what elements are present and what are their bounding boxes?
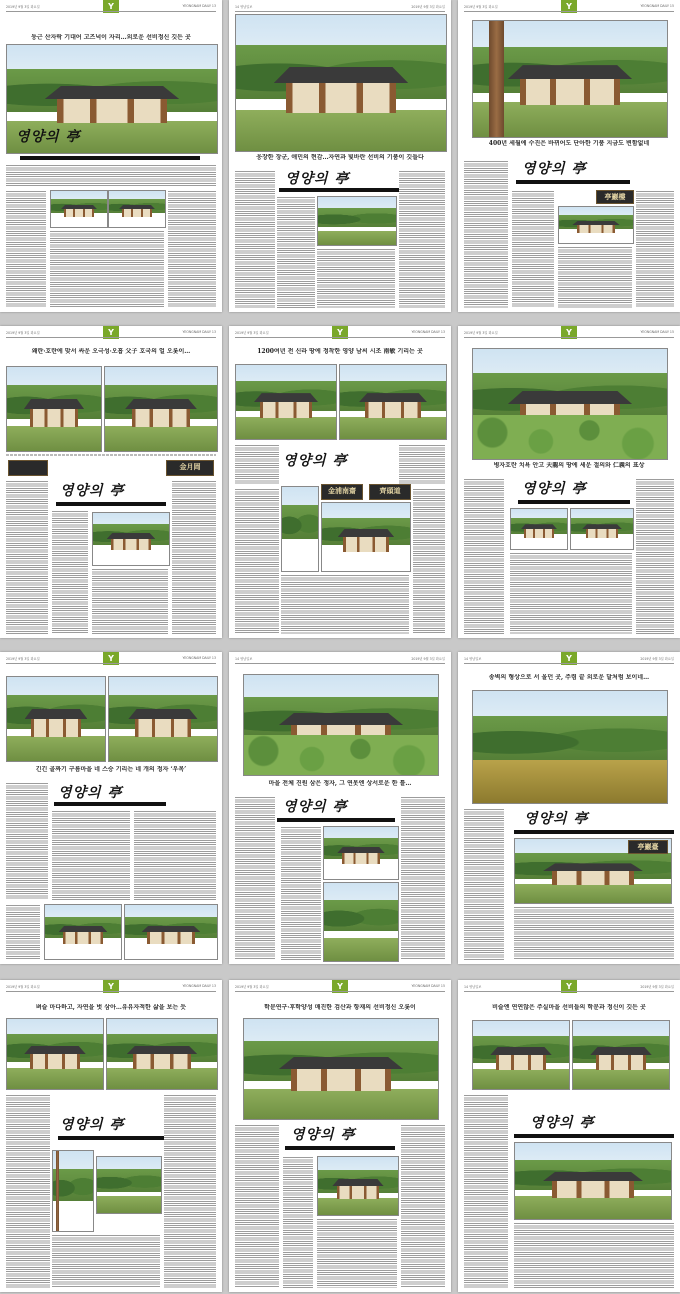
header-rule <box>464 991 674 992</box>
article-photo <box>570 508 634 550</box>
newspaper-page-8 <box>229 652 451 964</box>
title-bar <box>54 802 166 806</box>
newspaper-page-3 <box>458 0 680 312</box>
main-photo <box>235 364 337 440</box>
series-title: 영양의 亭 <box>60 483 125 499</box>
series-title: 영양의 亭 <box>291 1127 356 1143</box>
article-text <box>283 1156 313 1288</box>
article-text <box>401 796 445 960</box>
page-date: 14 영남일보 <box>235 5 253 9</box>
page-date: 2019년 9월 3일 화요일 <box>235 331 269 335</box>
main-photo <box>472 20 668 138</box>
article-text <box>399 170 445 308</box>
header-rule <box>464 337 674 338</box>
article-text <box>164 1094 216 1288</box>
article-text <box>6 480 48 634</box>
newspaper-page-12 <box>458 980 680 1292</box>
page-date: 14 영남일보 <box>235 657 253 661</box>
newspaper-page-9 <box>458 652 680 964</box>
series-title: 영양의 亭 <box>60 1117 125 1133</box>
headline: 긴긴 골짜기 구름마을 네 스승 기리는 네 개의 정자 ‘우목’ <box>35 766 187 773</box>
header-rule <box>6 991 216 992</box>
article-text <box>235 488 279 634</box>
series-title: 영양의 亭 <box>283 453 348 469</box>
main-photo <box>106 1018 218 1090</box>
article-text <box>6 190 46 308</box>
title-bar <box>516 180 630 184</box>
page-number: YEONGNAM DAILY 15 <box>640 4 674 8</box>
main-photo <box>6 366 102 452</box>
page-date: 14 영남일보 <box>464 985 482 989</box>
article-text <box>134 810 216 900</box>
series-title: 영양의 亭 <box>58 785 123 801</box>
article-photo <box>124 904 218 960</box>
series-title: 영양의 亭 <box>285 171 350 187</box>
article-text <box>235 170 275 308</box>
article-text <box>401 1124 445 1288</box>
article-photo <box>317 1156 399 1216</box>
section-tab: Y <box>332 326 348 339</box>
main-photo <box>572 1020 670 1090</box>
article-text <box>464 160 508 308</box>
newspaper-page-11 <box>229 980 451 1292</box>
header-rule <box>235 11 445 12</box>
headline: 마을 전체 진원 삼은 정자, 그 연못엔 상서로운 한 틀… <box>268 780 412 787</box>
page-number: 2019년 9월 3일 화요일 <box>640 985 674 989</box>
article-text <box>235 444 279 484</box>
article-text <box>558 246 632 308</box>
page-date: 2019년 9월 3일 화요일 <box>6 5 40 9</box>
section-tab: Y <box>561 652 577 665</box>
series-title: 영양의 亭 <box>530 1115 595 1131</box>
article-text <box>6 904 40 960</box>
page-number: YEONGNAM DAILY 15 <box>411 984 445 988</box>
page-number: 2019년 9월 3일 화요일 <box>411 657 445 661</box>
article-text <box>172 480 216 634</box>
article-text <box>636 190 674 308</box>
header-rule <box>235 337 445 338</box>
article-photo <box>514 1142 672 1220</box>
header-rule <box>464 11 674 12</box>
section-tab: Y <box>561 326 577 339</box>
page-number: YEONGNAM DAILY 13 <box>182 984 216 988</box>
hanja-signboard: 亭巖臺 <box>628 840 668 854</box>
article-text <box>52 510 88 634</box>
page-date: 2019년 9월 3일 화요일 <box>235 985 269 989</box>
article-text <box>464 478 504 634</box>
article-photo <box>323 882 399 962</box>
headline: 400년 세월에 수진은 바뀌어도 단아한 기품 지금도 변함없네 <box>488 140 650 147</box>
section-tab: Y <box>103 652 119 665</box>
article-photo <box>52 1150 94 1232</box>
article-text <box>514 906 674 960</box>
hanja-signboard: 金月岡 <box>166 460 214 476</box>
headline: 1200여년 전 신라 땅에 정착한 영양 남씨 시조 南敏 기리는 곳 <box>257 348 423 355</box>
header-rule <box>6 11 216 12</box>
article-text <box>510 552 632 634</box>
page-number: YEONGNAM DAILY 15 <box>640 330 674 334</box>
page-date: 2019년 9월 3일 화요일 <box>6 985 40 989</box>
article-text <box>52 810 130 900</box>
article-text <box>413 488 445 634</box>
newspaper-page-7 <box>0 652 222 964</box>
hanja-signboard: 亭巖樓 <box>596 190 634 204</box>
section-tab: Y <box>561 980 577 993</box>
title-bar <box>58 1136 166 1140</box>
title-bar <box>514 1134 674 1138</box>
headline: 둥근 산자락 기대어 고즈넉이 자리…외로운 선비정신 깃든 곳 <box>31 34 191 41</box>
main-photo <box>472 690 668 804</box>
main-photo <box>472 348 668 460</box>
page-number: YEONGNAM DAILY 13 <box>182 4 216 8</box>
series-title: 영양의 亭 <box>16 129 81 145</box>
article-photo <box>321 502 411 572</box>
headline: 비슬엔 연연않은 주실마을 선비들의 학문과 정신이 깃든 곳 <box>492 1004 646 1011</box>
title-bar <box>518 500 630 504</box>
main-photo <box>243 674 439 776</box>
page-header <box>235 3 445 10</box>
article-text <box>6 164 216 186</box>
article-photo <box>92 512 170 566</box>
newspaper-page-1 <box>0 0 222 312</box>
article-text <box>50 230 164 308</box>
title-bar <box>20 156 200 160</box>
article-text <box>235 796 275 960</box>
series-title: 영양의 亭 <box>522 481 587 497</box>
photo-caption <box>6 454 216 456</box>
article-photo <box>558 206 634 244</box>
main-photo <box>243 1018 439 1120</box>
newspaper-page-5 <box>229 326 451 638</box>
newspaper-page-4 <box>0 326 222 638</box>
page-date: 14 영남일보 <box>464 657 482 661</box>
article-text <box>52 1234 160 1288</box>
main-photo <box>6 1018 104 1090</box>
article-text <box>235 1124 279 1288</box>
article-photo <box>108 190 166 228</box>
article-photo <box>281 486 319 572</box>
article-text <box>512 190 554 308</box>
page-date: 2019년 9월 3일 화요일 <box>6 331 40 335</box>
headline: 벼슬 마다하고, 자연을 벗 삼아…유유자적한 삶을 보는 듯 <box>35 1004 187 1011</box>
headline: 웅장한 장군, 애민의 현감…자연과 빛바란 선비의 기품이 깃들다 <box>256 154 424 161</box>
signboard-photo <box>8 460 48 476</box>
hanja-signboard: 金浦南齋 <box>321 484 363 500</box>
article-text <box>6 1094 50 1288</box>
article-text <box>317 1218 397 1288</box>
headline: 병자호란 치욕 안고 天龍의 땅에 세운 절의와 仁義의 표상 <box>493 462 645 469</box>
header-rule <box>6 663 216 664</box>
title-bar <box>514 830 674 834</box>
article-photo <box>323 826 399 880</box>
article-text <box>281 826 321 960</box>
page-header <box>235 655 445 662</box>
main-photo <box>104 366 218 452</box>
headline: 학문연구·후학양성 매진한 검산과 항재의 선비정신 오롯이 <box>264 1004 416 1011</box>
page-date: 2019년 9월 3일 화요일 <box>464 331 498 335</box>
section-tab: Y <box>561 0 577 13</box>
article-text <box>514 1222 674 1288</box>
header-rule <box>235 991 445 992</box>
page-number: YEONGNAM DAILY 13 <box>182 330 216 334</box>
section-tab: Y <box>103 0 119 13</box>
article-photo <box>510 508 568 550</box>
article-text <box>281 574 409 634</box>
article-text <box>6 782 48 900</box>
page-date: 2019년 9월 3일 화요일 <box>6 657 40 661</box>
page-number: YEONGNAM DAILY 13 <box>182 656 216 660</box>
article-text <box>277 196 315 308</box>
newspaper-page-2 <box>229 0 451 312</box>
main-photo <box>6 676 106 762</box>
article-photo <box>96 1156 162 1214</box>
header-rule <box>6 337 216 338</box>
header-rule <box>464 663 674 664</box>
article-text <box>168 190 216 308</box>
article-text <box>464 808 504 960</box>
title-bar <box>285 1146 395 1150</box>
header-rule <box>235 663 445 664</box>
page-date: 2019년 9월 3일 화요일 <box>464 5 498 9</box>
series-title: 영양의 亭 <box>524 811 589 827</box>
article-text <box>464 1094 508 1288</box>
page-number: 2019년 9월 3일 화요일 <box>411 5 445 9</box>
article-photo <box>44 904 122 960</box>
series-title: 영양의 亭 <box>522 161 587 177</box>
main-photo <box>472 1020 570 1090</box>
article-text <box>636 478 674 634</box>
section-tab: Y <box>103 326 119 339</box>
page-number: 2019년 9월 3일 화요일 <box>640 657 674 661</box>
title-bar <box>279 188 401 192</box>
section-tab: Y <box>103 980 119 993</box>
section-tab: Y <box>332 980 348 993</box>
main-photo <box>339 364 447 440</box>
article-text <box>92 568 168 634</box>
title-bar <box>277 818 395 822</box>
newspaper-page-6 <box>458 326 680 638</box>
article-text <box>317 248 395 308</box>
main-photo <box>235 14 447 152</box>
newspaper-page-10 <box>0 980 222 1292</box>
headline: 왜란·호란에 맞서 싸운 오극성·오흡 父子 호국의 얼 오롯이… <box>31 348 191 355</box>
page-number: YEONGNAM DAILY 13 <box>411 330 445 334</box>
article-photo <box>317 196 397 246</box>
main-photo <box>108 676 218 762</box>
article-photo <box>50 190 108 228</box>
series-title: 영양의 亭 <box>283 799 348 815</box>
headline: 송벽의 형상으로 서 올던 곳, 주렴 끝 외로운 달처럼 보이네… <box>488 674 650 681</box>
title-bar <box>56 502 166 506</box>
hanja-signboard: 齊頭道 <box>369 484 411 500</box>
article-text <box>399 444 445 484</box>
